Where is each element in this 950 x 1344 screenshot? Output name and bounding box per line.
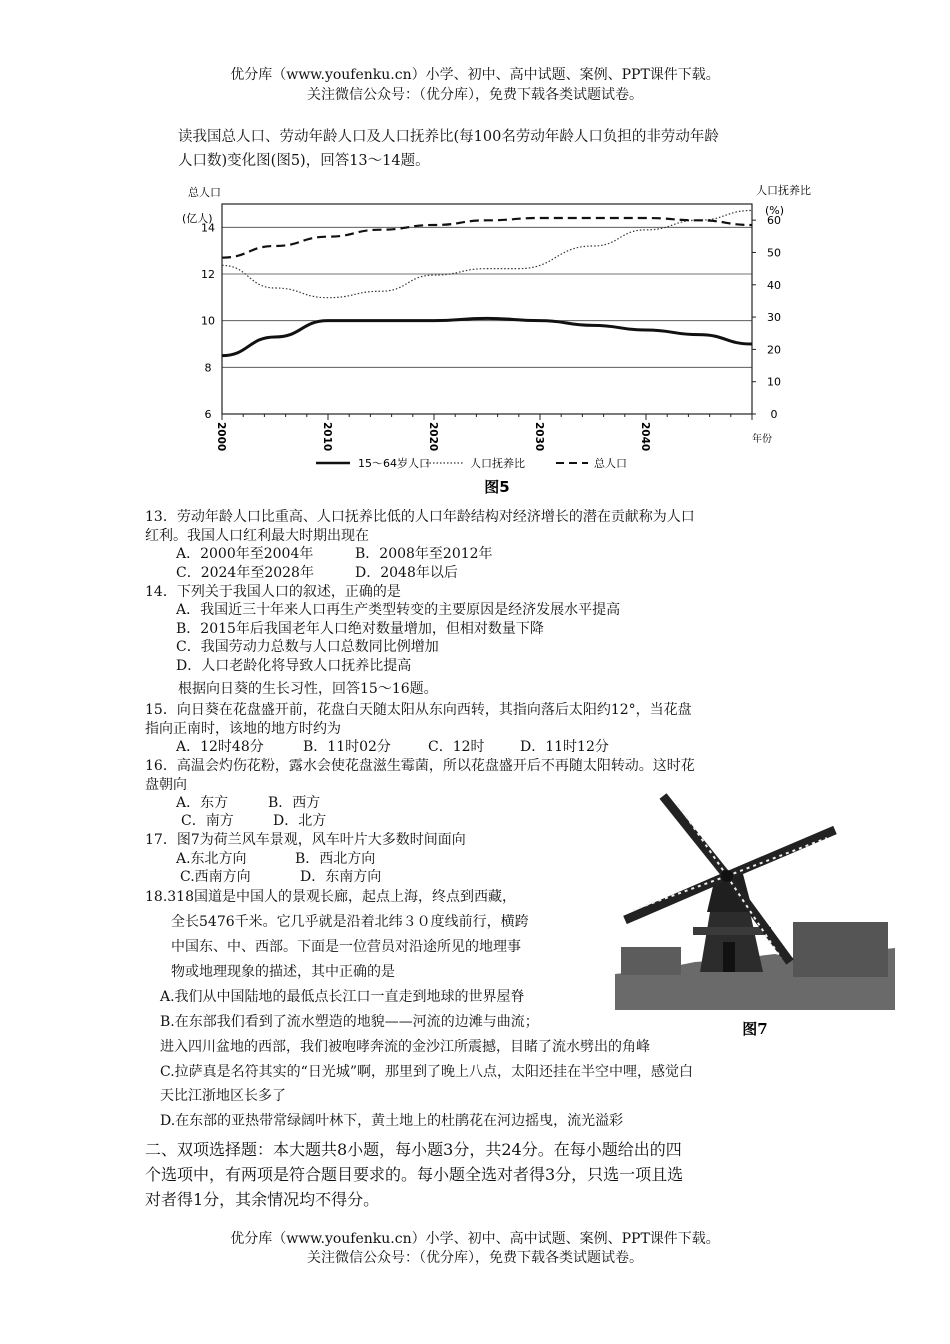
right-tick-10: 10 bbox=[767, 375, 781, 389]
right-tick-30: 30 bbox=[767, 311, 781, 325]
chart-ticks bbox=[201, 214, 781, 451]
q14-option-b: B．2015年后我国老年人口绝对数量增加，但相对数量下降 bbox=[176, 621, 544, 637]
q16-option-c: C．南方 bbox=[181, 813, 234, 829]
x-tick-2030: 2030 bbox=[533, 422, 545, 452]
chart-series bbox=[222, 210, 752, 355]
q13-stem-2: 红利。我国人口红利最大时期出现在 bbox=[145, 528, 369, 544]
q13-option-b: B．2008年至2012年 bbox=[355, 546, 493, 562]
sail-hub bbox=[721, 870, 733, 882]
legend-label-working-age: 15～64岁人口 bbox=[358, 457, 430, 470]
q13-stem-1: 13．劳动年龄人口比重高、人口抚养比低的人口年龄结构对经济增长的潜在贡献称为人口 bbox=[145, 509, 695, 525]
left-tick-10: 10 bbox=[201, 314, 215, 328]
q18-option-d: D.在东部的亚热带常绿阔叶林下，黄土地上的杜鹃花在河边摇曳，流光溢彩 bbox=[160, 1113, 624, 1129]
x-tick-2010: 2010 bbox=[321, 422, 333, 452]
windmill-figure bbox=[615, 796, 895, 1010]
q18-option-b-1: B.在东部我们看到了流水塑造的地貌——河流的边滩与曲流； bbox=[160, 1014, 539, 1030]
q16-option-a: A．东方 bbox=[176, 795, 229, 811]
chart-grid bbox=[222, 227, 752, 414]
sail-1 bbox=[663, 796, 727, 876]
legend-label-dependency: 人口抚养比 bbox=[470, 457, 525, 470]
chart-legend bbox=[316, 456, 627, 470]
left-tick-14: 14 bbox=[201, 221, 215, 235]
q16-option-d: D．北方 bbox=[273, 813, 327, 829]
q18-option-b-2: 进入四川盆地的西部，我们被咆哮奔流的金沙江所震撼，目睹了流水劈出的角峰 bbox=[160, 1039, 650, 1055]
figure-5-caption: 图5 bbox=[484, 478, 510, 496]
left-tick-12: 12 bbox=[201, 268, 215, 281]
q15-option-b: B．11时02分 bbox=[303, 739, 391, 755]
q17-option-d: D．东南方向 bbox=[300, 869, 382, 885]
q17-option-b: B．西北方向 bbox=[295, 851, 376, 867]
q18-option-c-1: C.拉萨真是名符其实的“日光城”啊，那里到了晚上八点，太阳还挂在半空中哩，感觉白 bbox=[160, 1064, 693, 1080]
section2-line-2: 个选项中，有两项是符合题目要求的。每小题全选对者得3分，只选一项且选 bbox=[145, 1165, 684, 1184]
x-tick-2000: 2000 bbox=[215, 422, 227, 452]
q14-stem: 14．下列关于我国人口的叙述，正确的是 bbox=[145, 584, 401, 600]
q13-option-c: C．2024年至2028年 bbox=[176, 565, 314, 581]
series-line-2 bbox=[222, 218, 752, 258]
right-tick-20: 20 bbox=[767, 343, 781, 357]
section2-line-1: 二、双项选择题：本大题共8小题，每小题3分，共24分。在每小题给出的四 bbox=[145, 1140, 682, 1159]
intro-line-1: 读我国总人口、劳动年龄人口及人口抚养比(每100名劳动年龄人口负担的非劳动年龄 bbox=[178, 129, 719, 145]
series-line-0 bbox=[222, 318, 752, 355]
q15-option-c: C．12时 bbox=[428, 739, 485, 755]
left-axis-label-2: (亿人) bbox=[182, 212, 213, 225]
q13-option-d: D．2048年以后 bbox=[355, 565, 458, 581]
mill-gallery bbox=[693, 927, 771, 935]
q17-stem: 17．图7为荷兰风车景观，风车叶片大多数时间面向 bbox=[145, 832, 466, 848]
windmill-photo bbox=[615, 792, 895, 1042]
trees-right bbox=[793, 922, 888, 977]
q18-stem-3: 中国东、中、西部。下面是一位营员对沿途所见的地理事 bbox=[171, 939, 521, 955]
q17-option-c: C.西南方向 bbox=[180, 869, 251, 885]
x-axis-label: 年份 bbox=[752, 434, 772, 445]
right-tick-40: 40 bbox=[767, 278, 781, 292]
sail-2 bbox=[727, 830, 835, 876]
q15-stem-2: 指向正南时，该地的地方时约为 bbox=[145, 721, 341, 737]
x-tick-2020: 2020 bbox=[427, 422, 439, 452]
plot-frame bbox=[222, 204, 752, 414]
x-tick-2040: 2040 bbox=[639, 422, 651, 452]
q16-stem-1: 16．高温会灼伤花粉，露水会使花盘滋生霉菌，所以花盘盛开后不再随太阳转动。这时花 bbox=[145, 758, 695, 774]
q15-option-d: D．11时12分 bbox=[520, 739, 609, 755]
left-tick-6: 6 bbox=[204, 408, 212, 421]
left-tick-8: 8 bbox=[204, 361, 212, 375]
section2-line-3: 对者得1分，其余情况均不得分。 bbox=[145, 1190, 380, 1209]
right-tick-50: 50 bbox=[767, 246, 781, 260]
q17-option-a: A.东北方向 bbox=[176, 851, 247, 867]
header-line-2: 关注微信公众号：（优分库），免费下载各类试题试卷。 bbox=[307, 87, 643, 103]
q16-stem-2: 盘朝向 bbox=[145, 777, 187, 793]
population-chart bbox=[178, 180, 811, 500]
trees-left bbox=[621, 947, 681, 975]
q14-option-d: D．人口老龄化将导致人口抚养比提高 bbox=[176, 658, 412, 674]
q18-stem-1: 18.318国道是中国人的景观长廊，起点上海，终点到西藏， bbox=[145, 889, 516, 905]
legend-label-total: 总人口 bbox=[594, 457, 627, 470]
q18-stem-2: 全长5476千米。它几乎就是沿着北纬３０度线前行，横跨 bbox=[171, 914, 529, 930]
intro-line-2: 人口数)变化图(图5)，回答13～14题。 bbox=[178, 153, 430, 169]
mill-door bbox=[723, 942, 735, 972]
q13-option-a: A．2000年至2004年 bbox=[176, 546, 314, 562]
right-tick-0: 0 bbox=[770, 408, 778, 421]
q14-option-a: A．我国近三十年来人口再生产类型转变的主要原因是经济发展水平提高 bbox=[176, 602, 621, 618]
q18-stem-4: 物或地理现象的描述，其中正确的是 bbox=[171, 964, 395, 980]
q15-option-a: A．12时48分 bbox=[176, 739, 264, 755]
q18-option-a: A.我们从中国陆地的最低点长江口一直走到地球的世界屋脊 bbox=[160, 989, 525, 1005]
footer-line-2: 关注微信公众号：（优分库），免费下载各类试题试卷。 bbox=[307, 1250, 643, 1266]
q18-option-c-2: 天比江浙地区长多了 bbox=[160, 1088, 286, 1104]
figure-7-caption: 图7 bbox=[742, 1020, 768, 1038]
q14-option-c: C．我国劳动力总数与人口总数同比例增加 bbox=[176, 639, 439, 655]
series-line-1 bbox=[222, 210, 752, 297]
left-axis-label-1: 总人口 bbox=[188, 186, 221, 199]
q15-stem-1: 15．向日葵在花盘盛开前，花盘白天随太阳从东向西转，其指向落后太阳约12°，当花盘 bbox=[145, 702, 692, 718]
q15-16-intro: 根据向日葵的生长习性，回答15～16题。 bbox=[178, 681, 438, 697]
right-tick-60: 60 bbox=[767, 214, 781, 228]
right-axis-label-1: 人口抚养比 bbox=[756, 184, 811, 197]
right-axis-label-2: (%) bbox=[765, 204, 785, 217]
footer-line-1: 优分库（www.youfenku.cn）小学、初中、高中试题、案例、PPT课件下载。 bbox=[230, 1231, 720, 1247]
q16-option-b: B．西方 bbox=[268, 795, 321, 811]
header-line-1: 优分库（www.youfenku.cn）小学、初中、高中试题、案例、PPT课件下载。 bbox=[230, 67, 720, 83]
